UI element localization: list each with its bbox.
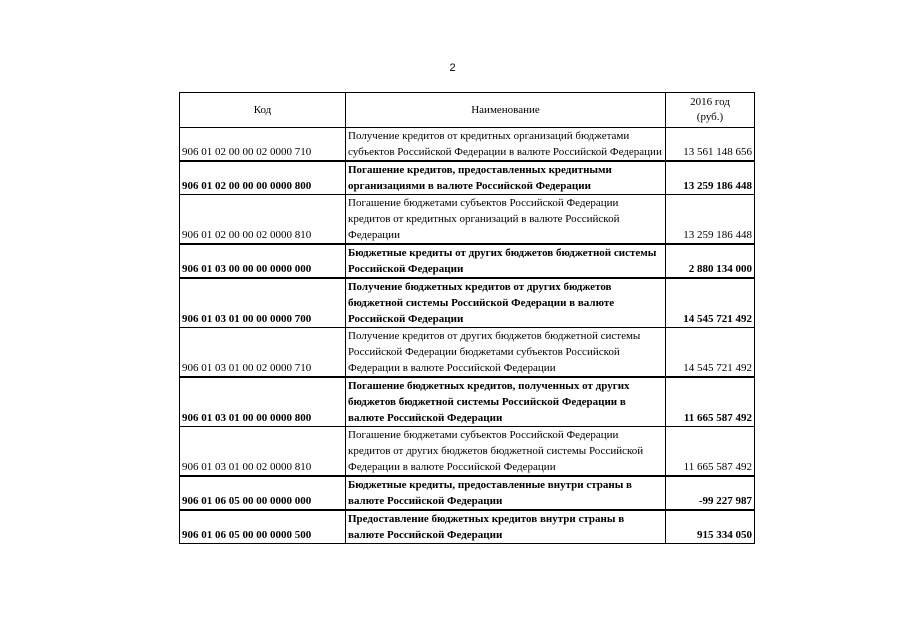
row-amount: 13 259 186 448 bbox=[666, 195, 755, 245]
row-name: Бюджетные кредиты от других бюджетов бюджетной системы Российской Федерации bbox=[346, 244, 666, 278]
row-name: Получение кредитов от других бюджетов бюджетной системы Российской Федерации бюджетами субъектов Российской Федерации в валюте Российской Федерации bbox=[346, 328, 666, 378]
row-name: Погашение бюджетами субъектов Российской Федерации кредитов от кредитных организаций в валюте Российской Федерации bbox=[346, 195, 666, 245]
header-year bbox=[666, 93, 755, 128]
row-amount: -99 227 987 bbox=[666, 476, 755, 510]
row-code: 906 01 06 05 00 00 0000 500 bbox=[180, 510, 346, 544]
table-row bbox=[180, 377, 755, 427]
row-name: Погашение бюджетами субъектов Российской Федерации кредитов от других бюджетов бюджетной системы Российской Федерации в валюте Российской Федерации bbox=[346, 427, 666, 477]
row-amount: 14 545 721 492 bbox=[666, 328, 755, 378]
header-code: Код bbox=[180, 93, 346, 128]
page-number: 2 bbox=[449, 62, 456, 74]
row-code: 906 01 02 00 00 00 0000 800 bbox=[180, 161, 346, 195]
header-year-line2: (руб.) bbox=[696, 111, 724, 123]
row-name: Получение кредитов от кредитных организаций бюджетами субъектов Российской Федерации в валюте Российской Федерации bbox=[346, 128, 666, 162]
row-name: Погашение бюджетных кредитов, полученных от других бюджетов бюджетной системы Российской Федерации в валюте Российской Федерации bbox=[346, 377, 666, 427]
header-name: Наименование bbox=[346, 93, 666, 128]
table-row bbox=[180, 328, 755, 378]
row-code: 906 01 02 00 00 02 0000 710 bbox=[180, 128, 346, 162]
row-code: 906 01 06 05 00 00 0000 000 bbox=[180, 476, 346, 510]
table-row bbox=[180, 427, 755, 477]
row-amount: 11 665 587 492 bbox=[666, 377, 755, 427]
row-name: Получение бюджетных кредитов от других бюджетов бюджетной системы Российской Федерации в валюте Российской Федерации bbox=[346, 278, 666, 328]
table-row bbox=[180, 244, 755, 278]
row-amount: 13 561 148 656 bbox=[666, 128, 755, 162]
table-row bbox=[180, 278, 755, 328]
table-row bbox=[180, 476, 755, 510]
row-amount: 915 334 050 bbox=[666, 510, 755, 544]
row-amount: 14 545 721 492 bbox=[666, 278, 755, 328]
row-code: 906 01 03 01 00 02 0000 810 bbox=[180, 427, 346, 477]
row-amount: 11 665 587 492 bbox=[666, 427, 755, 477]
table-row bbox=[180, 128, 755, 162]
row-code: 906 01 03 01 00 00 0000 700 bbox=[180, 278, 346, 328]
row-code: 906 01 02 00 00 02 0000 810 bbox=[180, 195, 346, 245]
row-code: 906 01 03 00 00 00 0000 000 bbox=[180, 244, 346, 278]
row-amount: 13 259 186 448 bbox=[666, 161, 755, 195]
budget-table bbox=[179, 92, 755, 544]
row-code: 906 01 03 01 00 02 0000 710 bbox=[180, 328, 346, 378]
row-name: Предоставление бюджетных кредитов внутри страны в валюте Российской Федерации bbox=[346, 510, 666, 544]
row-name: Погашение кредитов, предоставленных кредитными организациями в валюте Российской Федерации bbox=[346, 161, 666, 195]
table-row bbox=[180, 161, 755, 195]
row-name: Бюджетные кредиты, предоставленные внутри страны в валюте Российской Федерации bbox=[346, 476, 666, 510]
row-amount: 2 880 134 000 bbox=[666, 244, 755, 278]
row-code: 906 01 03 01 00 00 0000 800 bbox=[180, 377, 346, 427]
table-row bbox=[180, 510, 755, 544]
table-row bbox=[180, 195, 755, 245]
header-year-line1: 2016 год bbox=[690, 96, 730, 108]
table-header-row bbox=[180, 93, 755, 128]
